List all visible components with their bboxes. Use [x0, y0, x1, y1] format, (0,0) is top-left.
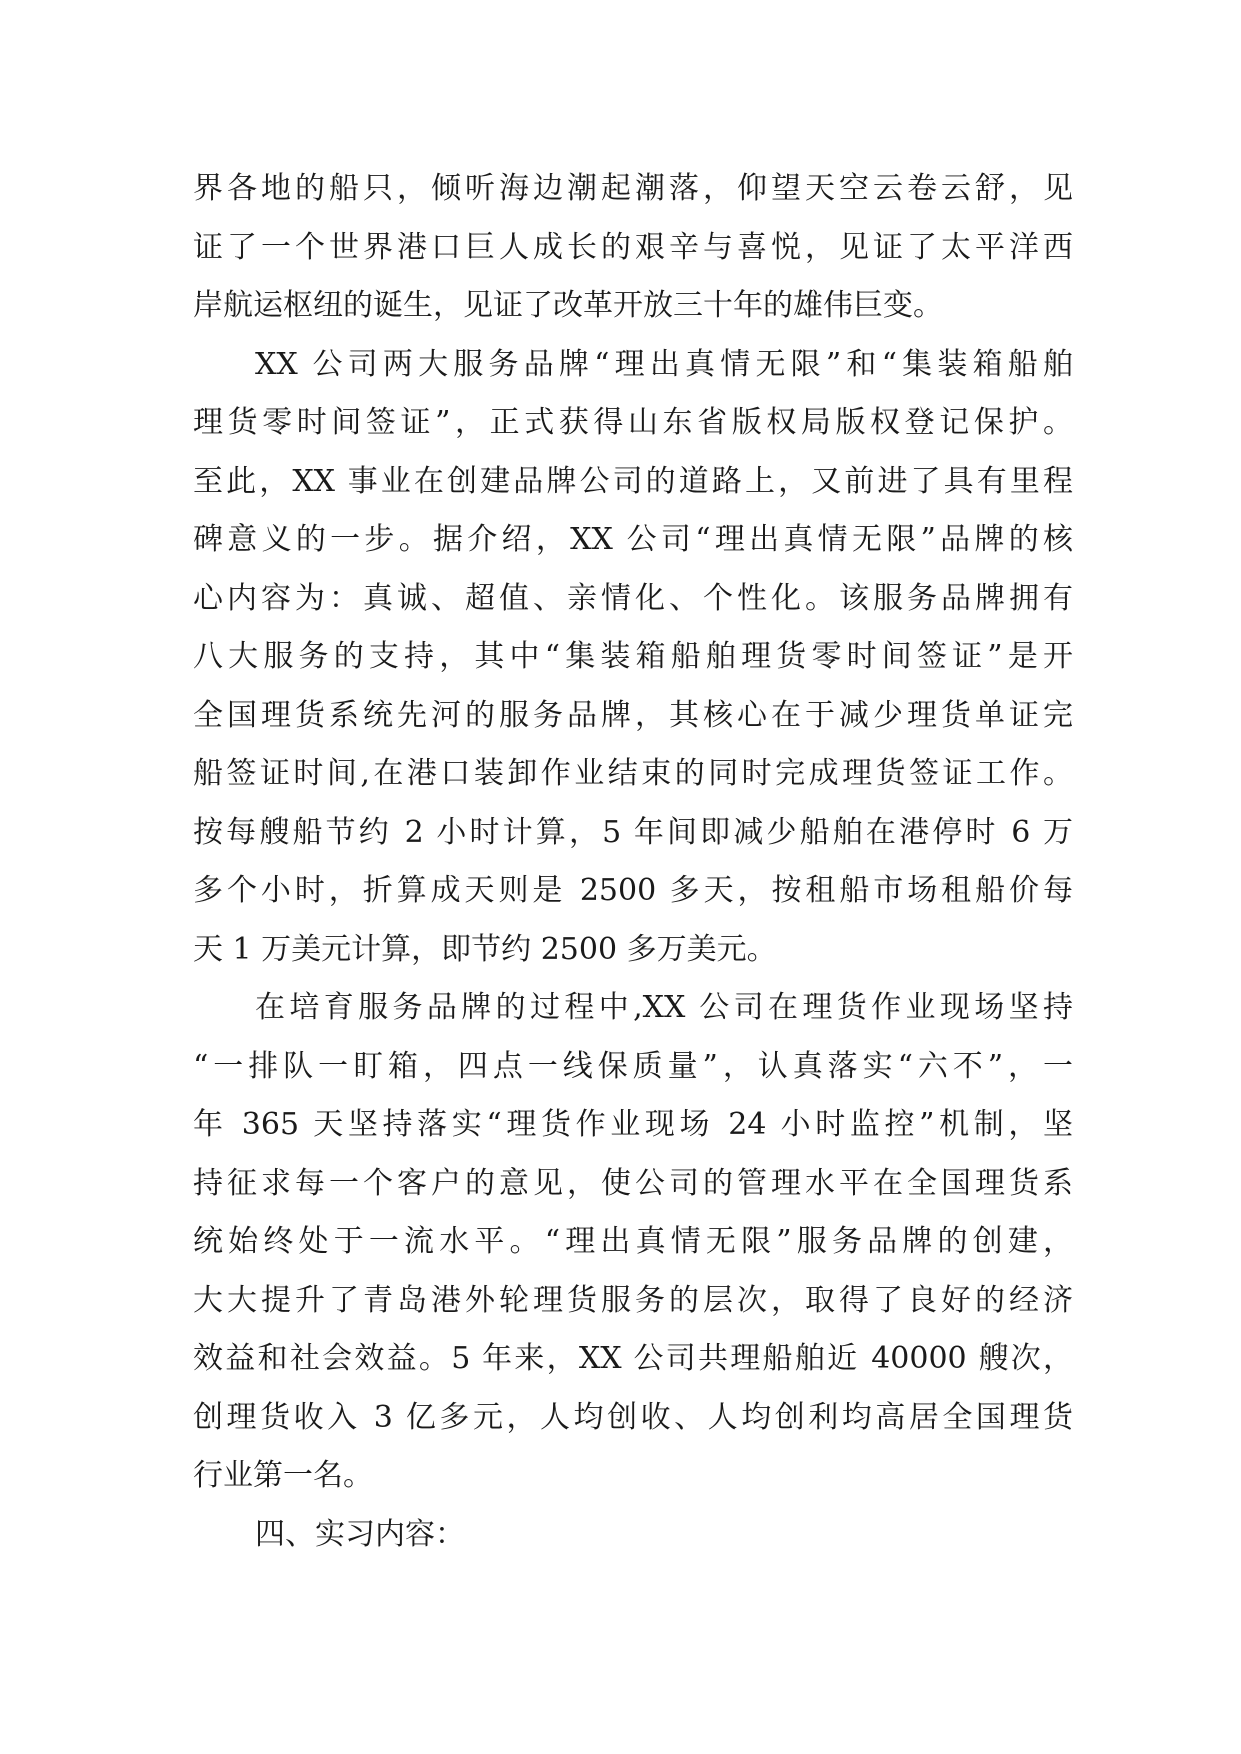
text-line: 统始终处于一流水平。“理出真情无限”服务品牌的创建， [193, 1224, 1073, 1259]
text-line: 界各地的船只，倾听海边潮起潮落，仰望天空云卷云舒，见 [193, 171, 1073, 206]
text-line: 八大服务的支持，其中“集装箱船舶理货零时间签证”是开 [193, 639, 1073, 674]
text-line: “一排队一盯箱，四点一线保质量”，认真落实“六不”，一 [193, 1048, 1073, 1084]
text-line: 天 1 万美元计算，即节约 2500 多万美元。 [193, 931, 777, 967]
text-line: 大大提升了青岛港外轮理货服务的层次，取得了良好的经济 [193, 1282, 1073, 1318]
text-line: 年 365 天坚持落实“理货作业现场 24 小时监控”机制，坚 [193, 1107, 1073, 1142]
text-line: 理货零时间签证”，正式获得山东省版权局版权登记保护。 [193, 405, 1073, 440]
text-line: 船签证时间,在港口装卸作业结束的同时完成理货签证工作。 [193, 756, 1073, 791]
text-line: 心内容为：真诚、超值、亲情化、个性化。该服务品牌拥有 [193, 580, 1073, 616]
text-line: 碑意义的一步。据介绍，XX 公司“理出真情无限”品牌的核 [193, 522, 1073, 557]
paragraph-first-line: XX 公司两大服务品牌“理出真情无限”和“集装箱船舶 [255, 346, 1073, 382]
text-line: 按每艘船节约 2 小时计算，5 年间即减少船舶在港停时 6 万 [193, 814, 1073, 850]
paragraph-first-line: 在培育服务品牌的过程中,XX 公司在理货作业现场坚持 [255, 990, 1073, 1025]
text-line: 至此，XX 事业在创建品牌公司的道路上，又前进了具有里程 [193, 463, 1073, 499]
text-line: 行业第一名。 [193, 1458, 373, 1493]
text-line: 证了一个世界港口巨人成长的艰辛与喜悦，见证了太平洋西 [193, 229, 1073, 265]
text-line: 效益和社会效益。5 年来，XX 公司共理船舶近 40000 艘次， [193, 1341, 1073, 1376]
text-line: 持征求每一个客户的意见，使公司的管理水平在全国理货系 [193, 1165, 1073, 1201]
text-line: 创理货收入 3 亿多元，人均创收、人均创利均高居全国理货 [193, 1399, 1073, 1435]
text-line: 全国理货系统先河的服务品牌，其核心在于减少理货单证完 [193, 697, 1073, 733]
document-body [193, 160, 1073, 1564]
section-heading: 四、实习内容： [255, 1516, 465, 1552]
text-line: 岸航运枢纽的诞生，见证了改革开放三十年的雄伟巨变。 [193, 288, 943, 323]
text-line: 多个小时，折算成天则是 2500 多天，按租船市场租船价每 [193, 873, 1073, 908]
